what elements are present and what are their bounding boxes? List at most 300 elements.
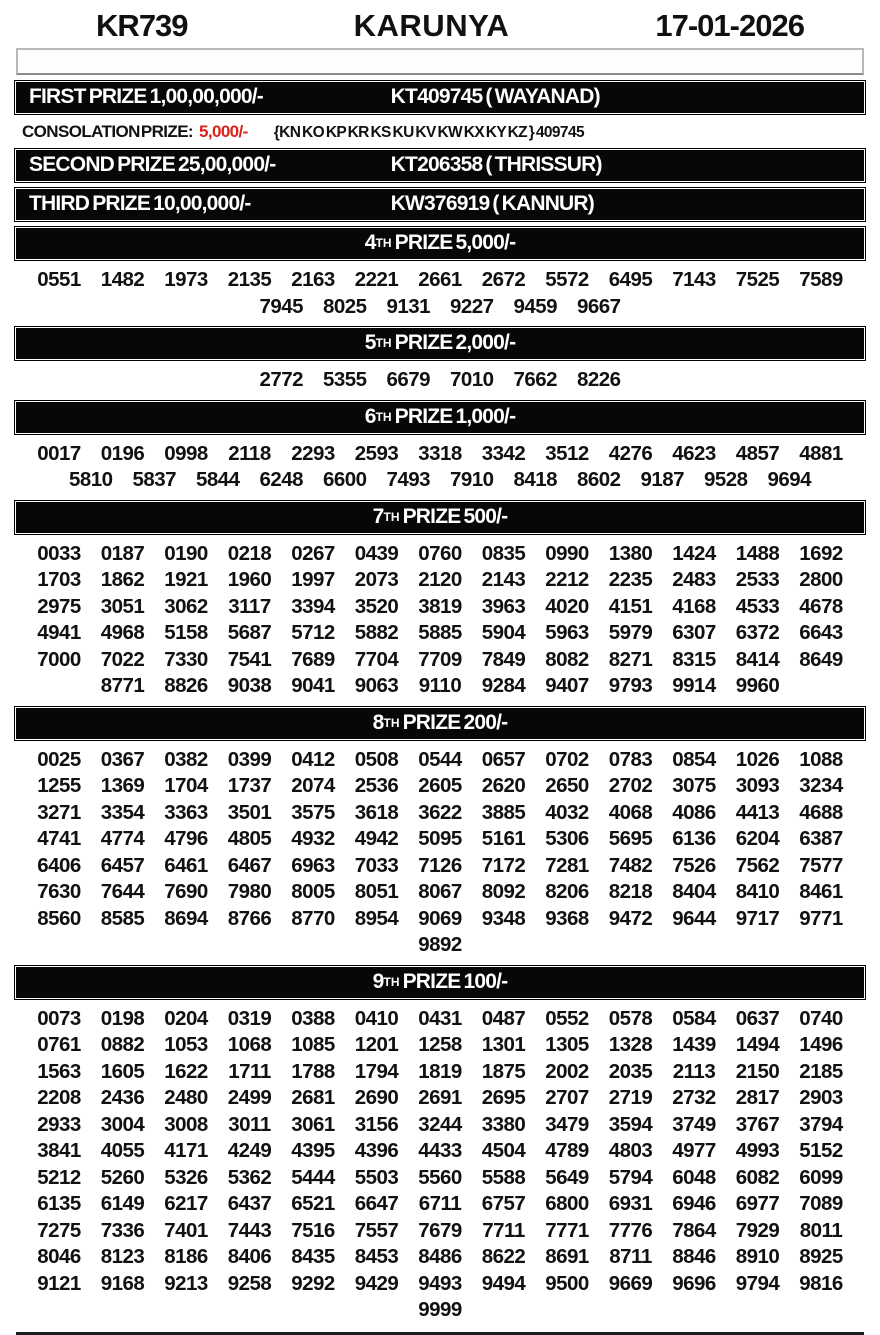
winning-number: 2163 <box>291 268 335 291</box>
numbers-row <box>20 1165 860 1192</box>
winning-number: 9407 <box>545 674 589 697</box>
winning-number: 9493 <box>418 1271 462 1295</box>
winning-number: 1692 <box>799 541 843 565</box>
numbers-row <box>20 1218 860 1245</box>
winning-number: 8092 <box>481 880 526 903</box>
winning-number: 5794 <box>608 1165 653 1189</box>
winning-number: 6048 <box>672 1165 716 1189</box>
winning-number: 9063 <box>354 674 399 697</box>
winning-number: 6711 <box>418 1192 462 1215</box>
winning-number: 8005 <box>291 880 335 903</box>
winning-number: 0412 <box>291 747 335 771</box>
numbers-row <box>20 1244 860 1271</box>
winning-number: 9500 <box>545 1271 589 1295</box>
winning-number: 0198 <box>100 1006 145 1030</box>
winning-number: 4413 <box>735 800 780 824</box>
winning-number: 4276 <box>608 441 653 465</box>
winning-number: 5158 <box>164 621 208 644</box>
winning-number: 4533 <box>735 594 780 618</box>
winning-number: 3618 <box>354 800 399 824</box>
winning-number: 7690 <box>164 880 208 903</box>
winning-number: 7980 <box>227 880 272 903</box>
second-prize-title: SECOND PRIZE <box>29 153 175 176</box>
winning-numbers-grid-6th <box>14 439 866 496</box>
winning-number: 8771 <box>100 674 145 697</box>
prize-section-header-6th: 6 TH PRIZE 1,000/- <box>14 400 866 435</box>
winning-numbers-grid-5th <box>14 365 866 396</box>
prize-section-header-8th: 8 TH PRIZE 200/- <box>14 706 866 741</box>
winning-number: 0218 <box>227 541 272 565</box>
winning-number: 5687 <box>227 621 272 644</box>
numbers-row <box>20 1006 860 1033</box>
winning-number: 4741 <box>37 827 81 850</box>
winning-number: 5306 <box>545 827 589 850</box>
winning-number: 4942 <box>354 827 399 850</box>
winning-number: 7482 <box>608 853 653 877</box>
winning-number: 2118 <box>228 441 271 465</box>
winning-number: 4086 <box>672 800 716 824</box>
winning-number: 0657 <box>481 747 526 771</box>
winning-number: 5649 <box>545 1165 589 1189</box>
winning-number: 4068 <box>608 800 653 824</box>
numbers-row <box>20 1297 860 1324</box>
winning-number: 8649 <box>799 647 843 671</box>
winning-number: 7557 <box>354 1218 399 1242</box>
winning-number: 0761 <box>37 1033 81 1056</box>
winning-number: 1439 <box>672 1033 716 1056</box>
prize-section-6th <box>14 400 866 496</box>
winning-number: 8046 <box>37 1245 81 1268</box>
winning-number: 3749 <box>672 1112 716 1136</box>
winning-number: 0854 <box>672 747 716 771</box>
winning-number: 2120 <box>418 568 462 591</box>
winning-number: 0017 <box>37 441 81 465</box>
winning-number: 1794 <box>354 1059 399 1083</box>
third-prize-amount: 10,00,000/- <box>153 192 251 215</box>
winning-number: 3841 <box>37 1139 81 1162</box>
winning-number: 7776 <box>608 1218 653 1242</box>
winning-number: 4396 <box>354 1139 399 1162</box>
winning-number: 2620 <box>481 774 526 797</box>
winning-number: 7525 <box>735 268 780 291</box>
winning-number: 7541 <box>227 647 272 671</box>
winning-number: 2681 <box>291 1086 335 1109</box>
winning-number: 2208 <box>37 1086 81 1109</box>
winning-number: 6136 <box>672 827 716 850</box>
winning-number: 4168 <box>672 594 716 618</box>
third-prize-label <box>29 191 391 217</box>
winning-number: 0760 <box>418 541 462 565</box>
winning-number: 1494 <box>735 1033 780 1056</box>
winning-number: 2235 <box>608 568 653 591</box>
winning-number: 1301 <box>481 1033 526 1056</box>
winning-number: 0578 <box>608 1006 653 1030</box>
winning-number: 7526 <box>672 853 716 877</box>
numbers-row <box>20 467 860 494</box>
winning-number: 0551 <box>37 268 81 291</box>
winning-number: 9892 <box>418 933 462 956</box>
winning-number: 2719 <box>608 1086 653 1109</box>
winning-number: 7910 <box>449 468 494 491</box>
winning-number: 7577 <box>799 853 843 877</box>
second-prize-bar <box>14 148 866 183</box>
third-prize-winner: KW376919 ( KANNUR) <box>390 192 594 215</box>
winning-number: 6467 <box>227 853 272 877</box>
winning-number: 0740 <box>799 1006 843 1030</box>
winning-number: 4055 <box>100 1139 145 1162</box>
winning-number: 3244 <box>418 1112 462 1136</box>
winning-number: 7275 <box>37 1218 81 1242</box>
winning-number: 3394 <box>291 594 335 618</box>
winning-number: 4249 <box>227 1139 272 1162</box>
winning-number: 8067 <box>418 880 462 903</box>
winning-number: 0508 <box>354 747 399 771</box>
winning-number: 9348 <box>481 906 526 930</box>
winning-number: 0783 <box>608 747 653 771</box>
winning-number: 6647 <box>354 1192 399 1215</box>
winning-number: 6248 <box>259 468 304 491</box>
winning-number: 3062 <box>164 594 208 618</box>
winning-number: 1305 <box>545 1033 589 1056</box>
prize-section-8th <box>14 706 866 961</box>
winning-number: 8453 <box>354 1245 399 1268</box>
winning-number: 9213 <box>164 1271 208 1295</box>
winning-number: 5963 <box>545 621 589 644</box>
numbers-row <box>20 367 860 394</box>
winning-number: 2702 <box>608 774 653 797</box>
winning-number: 1737 <box>227 774 272 797</box>
winning-number: 4623 <box>672 441 716 465</box>
numbers-row <box>20 441 860 468</box>
winning-number: 1488 <box>735 541 780 565</box>
winning-number: 9494 <box>481 1271 526 1295</box>
winning-number: 4678 <box>799 594 843 618</box>
winning-number: 7929 <box>735 1218 780 1242</box>
winning-number: 6977 <box>735 1192 780 1215</box>
winning-number: 8691 <box>545 1245 589 1268</box>
winning-number: 4977 <box>672 1139 716 1162</box>
winning-number: 0033 <box>37 541 81 565</box>
numbers-row <box>20 747 860 774</box>
numbers-row <box>20 1112 860 1139</box>
numbers-row <box>20 294 860 321</box>
winning-number: 5904 <box>481 621 526 644</box>
winning-number: 2002 <box>545 1059 589 1083</box>
winning-number: 4968 <box>100 621 145 644</box>
winning-number: 9069 <box>418 906 462 930</box>
numbers-row <box>20 1271 860 1298</box>
winning-number: 8186 <box>164 1245 208 1268</box>
winning-number: 1704 <box>164 774 208 797</box>
winning-number: 7689 <box>291 647 335 671</box>
winning-number: 8226 <box>576 368 621 391</box>
winning-number: 0702 <box>545 747 589 771</box>
winning-number: 2035 <box>608 1059 653 1083</box>
winning-number: 4881 <box>799 441 843 465</box>
winning-number: 1875 <box>481 1059 526 1083</box>
winning-number: 0190 <box>164 541 208 565</box>
winning-number: 4395 <box>291 1139 335 1162</box>
winning-number: 2436 <box>100 1086 145 1109</box>
winning-number: 7126 <box>418 853 462 877</box>
winning-number: 4433 <box>418 1139 462 1162</box>
winning-number: 5712 <box>291 621 335 644</box>
numbers-row <box>20 1191 860 1218</box>
winning-number: 1053 <box>164 1033 208 1056</box>
winning-number: 9816 <box>799 1271 843 1295</box>
winning-number: 1973 <box>164 268 208 291</box>
numbers-row <box>20 673 860 700</box>
winning-number: 5095 <box>418 827 462 850</box>
winning-number: 7143 <box>672 268 716 291</box>
numbers-row <box>20 1085 860 1112</box>
winning-number: 9793 <box>608 674 653 697</box>
winning-number: 4789 <box>545 1139 589 1162</box>
winning-number: 6217 <box>164 1192 208 1215</box>
first-prize-label <box>29 84 391 110</box>
winning-number: 3008 <box>164 1112 208 1136</box>
prize-section-5th <box>14 326 866 396</box>
winning-number: 2800 <box>799 568 843 591</box>
winning-number: 5260 <box>100 1165 145 1189</box>
numbers-row <box>20 567 860 594</box>
winning-number: 0998 <box>164 441 208 465</box>
winning-number: 1563 <box>37 1059 81 1083</box>
winning-number: 4504 <box>481 1139 526 1162</box>
winning-number: 7089 <box>799 1192 843 1215</box>
winning-number: 7709 <box>418 647 462 671</box>
winning-numbers-grid-7th <box>14 539 866 702</box>
numbers-row <box>20 1138 860 1165</box>
winning-number: 7172 <box>481 853 526 877</box>
winning-number: 4803 <box>608 1139 653 1162</box>
winning-number: 4171 <box>164 1139 208 1162</box>
bottom-divider <box>16 1332 864 1335</box>
winning-number: 1788 <box>291 1059 335 1083</box>
winning-number: 9717 <box>735 906 780 930</box>
winning-number: 0431 <box>418 1006 462 1030</box>
winning-number: 6372 <box>735 621 780 644</box>
winning-number: 8414 <box>735 647 780 671</box>
numbers-row <box>20 826 860 853</box>
page-title <box>14 4 866 46</box>
winning-number: 7704 <box>354 647 399 671</box>
winning-number: 6149 <box>100 1192 145 1215</box>
winning-number: 2772 <box>259 368 304 391</box>
winning-number: 7401 <box>164 1218 208 1242</box>
winning-number: 6461 <box>164 853 208 877</box>
winning-number: 1960 <box>227 568 272 591</box>
winning-number: 2499 <box>227 1086 272 1109</box>
winning-number: 8694 <box>164 906 208 930</box>
winning-number: 1862 <box>100 568 145 591</box>
winning-number: 8410 <box>735 880 780 903</box>
winning-number: 8025 <box>322 294 367 318</box>
winning-number: 7022 <box>100 647 145 671</box>
winning-number: 7662 <box>513 368 558 391</box>
winning-number: 9667 <box>576 294 621 318</box>
winning-number: 7443 <box>227 1218 272 1242</box>
winning-number: 9131 <box>386 294 431 318</box>
winning-number: 7849 <box>481 647 526 671</box>
winning-number: 4857 <box>735 441 780 465</box>
winning-number: 1328 <box>608 1033 653 1056</box>
winning-numbers-grid-9th <box>14 1004 866 1326</box>
prize-section-9th <box>14 965 866 1326</box>
winning-number: 3594 <box>608 1112 653 1136</box>
winning-number: 5572 <box>545 268 589 291</box>
winning-number: 3093 <box>735 774 780 797</box>
winning-number: 0367 <box>100 747 145 771</box>
winning-number: 1201 <box>354 1033 399 1056</box>
winning-number: 0399 <box>227 747 272 771</box>
winning-number: 5810 <box>68 468 113 491</box>
winning-number: 8082 <box>545 647 589 671</box>
winning-number: 6963 <box>291 853 335 877</box>
winning-number: 1258 <box>418 1033 462 1056</box>
winning-number: 9771 <box>799 906 843 930</box>
winning-number: 2975 <box>37 594 81 618</box>
winning-number: 3963 <box>481 594 526 618</box>
winning-number: 6457 <box>100 853 145 877</box>
winning-number: 7010 <box>449 368 494 391</box>
winning-number: 6437 <box>227 1192 272 1215</box>
winning-number: 9187 <box>640 468 685 491</box>
prize-section-header-7th: 7 TH PRIZE 500/- <box>14 500 866 535</box>
winning-number: 1605 <box>100 1059 145 1083</box>
winning-number: 0319 <box>227 1006 272 1030</box>
winning-number: 9644 <box>672 906 716 930</box>
second-prize-label <box>29 152 391 178</box>
winning-number: 3354 <box>100 800 145 824</box>
winning-number: 9292 <box>291 1271 335 1295</box>
winning-number: 3342 <box>481 441 526 465</box>
winning-number: 9429 <box>354 1271 399 1295</box>
winning-number: 6495 <box>608 268 653 291</box>
lower-prize-sections <box>14 226 866 1326</box>
winning-number: 7864 <box>672 1218 716 1242</box>
lottery-name: KARUNYA <box>353 8 510 43</box>
winning-number: 9696 <box>672 1271 716 1295</box>
winning-number: 2650 <box>545 774 589 797</box>
winning-number: 9041 <box>291 674 335 697</box>
consolation-series: {KN KO KP KR KS KU KV KW KX KY KZ } 409745 <box>273 124 584 141</box>
winning-number: 9038 <box>227 674 272 697</box>
winning-number: 2903 <box>799 1086 843 1109</box>
winning-number: 6931 <box>608 1192 653 1215</box>
winning-number: 8846 <box>672 1245 716 1268</box>
winning-number: 7644 <box>100 880 145 903</box>
winning-number: 0388 <box>291 1006 335 1030</box>
winning-number: 1482 <box>100 268 145 291</box>
draw-date: 17-01-2026 <box>655 8 804 43</box>
winning-number: 1703 <box>37 568 81 591</box>
winning-number: 8271 <box>608 647 653 671</box>
winning-number: 5161 <box>481 827 526 850</box>
winning-number: 6204 <box>735 827 780 850</box>
winning-number: 8910 <box>735 1245 780 1268</box>
winning-number: 8711 <box>609 1245 652 1268</box>
winning-number: 3767 <box>735 1112 780 1136</box>
winning-number: 5695 <box>608 827 653 850</box>
winning-number: 2483 <box>672 568 716 591</box>
winning-number: 9459 <box>513 294 558 318</box>
winning-number: 3117 <box>228 594 271 618</box>
winning-number: 2707 <box>545 1086 589 1109</box>
winning-number: 4020 <box>545 594 589 618</box>
winning-number: 4941 <box>37 621 81 644</box>
winning-number: 5152 <box>799 1139 843 1162</box>
winning-number: 3885 <box>481 800 526 824</box>
winning-number: 8560 <box>37 906 81 930</box>
winning-number: 6757 <box>481 1192 526 1215</box>
winning-number: 9368 <box>545 906 589 930</box>
winning-number: 6946 <box>672 1192 716 1215</box>
winning-number: 8461 <box>799 880 843 903</box>
winning-number: 0073 <box>37 1006 81 1030</box>
winning-number: 9227 <box>449 294 494 318</box>
winning-number: 5355 <box>322 368 367 391</box>
winning-number: 2293 <box>291 441 335 465</box>
winning-number: 6521 <box>291 1192 335 1215</box>
winning-number: 7589 <box>799 268 843 291</box>
winning-number: 6099 <box>799 1165 843 1189</box>
consolation-label: CONSOLATION PRIZE: <box>22 122 193 141</box>
winning-number: 6387 <box>799 827 843 850</box>
winning-number: 5212 <box>37 1165 81 1189</box>
winning-number: 0882 <box>100 1033 145 1056</box>
winning-number: 1088 <box>799 747 843 771</box>
blank-scan-box <box>16 48 864 75</box>
winning-number: 3520 <box>354 594 399 618</box>
prize-section-header-9th: 9 TH PRIZE 100/- <box>14 965 866 1000</box>
winning-number: 2143 <box>481 568 526 591</box>
winning-number: 8602 <box>576 468 621 491</box>
third-prize-bar <box>14 187 866 222</box>
winning-number: 2933 <box>37 1112 81 1136</box>
winning-number: 9960 <box>735 674 780 697</box>
winning-number: 5979 <box>608 621 653 644</box>
winning-number: 4151 <box>608 594 653 618</box>
numbers-row <box>20 594 860 621</box>
winning-number: 7493 <box>386 468 431 491</box>
first-prize-title: FIRST PRIZE <box>29 85 147 108</box>
second-prize-amount: 25,00,000/- <box>177 153 276 176</box>
winning-number: 7033 <box>354 853 399 877</box>
winning-number: 5503 <box>354 1165 399 1189</box>
third-prize-title: THIRD PRIZE <box>29 192 151 215</box>
winning-number: 4688 <box>799 800 843 824</box>
winning-number: 1424 <box>672 541 716 565</box>
winning-number: 3004 <box>100 1112 145 1136</box>
winning-number: 2605 <box>418 774 462 797</box>
winning-number: 5362 <box>227 1165 272 1189</box>
winning-number: 3061 <box>291 1112 335 1136</box>
numbers-row <box>20 906 860 933</box>
winning-number: 8406 <box>227 1245 272 1268</box>
winning-number: 1380 <box>608 541 653 565</box>
winning-number: 6643 <box>799 621 843 644</box>
prize-section-4th <box>14 226 866 322</box>
winning-number: 8585 <box>100 906 145 930</box>
winning-number: 5326 <box>164 1165 208 1189</box>
winning-numbers-grid-4th <box>14 265 866 322</box>
winning-number: 8954 <box>354 906 399 930</box>
winning-number: 2695 <box>481 1086 526 1109</box>
winning-number: 5882 <box>354 621 399 644</box>
winning-number: 0187 <box>100 541 145 565</box>
winning-number: 7945 <box>259 294 304 318</box>
